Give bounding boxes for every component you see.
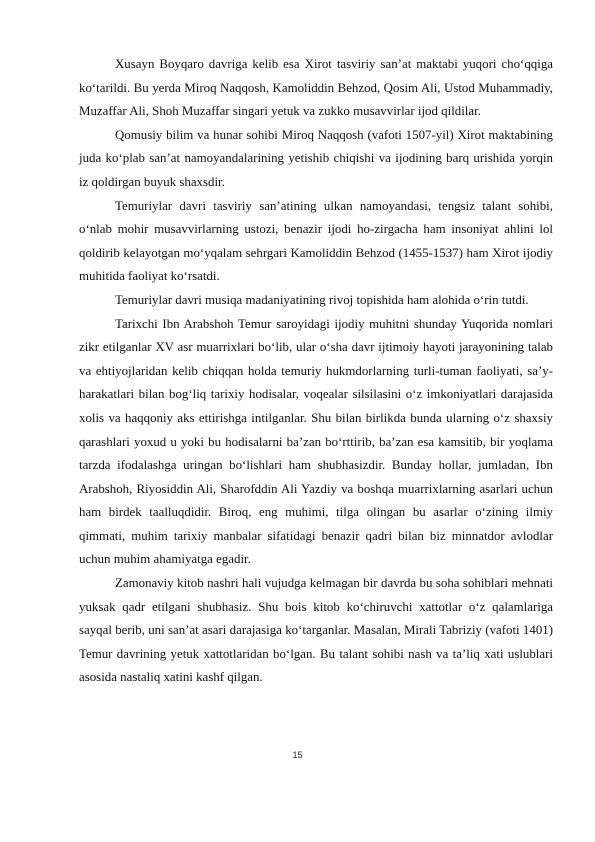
paragraph-3: Temuriylar davri tasviriy san’atining ulkan namoyandasi, tengsiz talant sohibi, o‘nlab mohir musavvirlarning ustozi, benazir ijodi ho-zirgacha ham insoniyat ahlini lol qoldirib kelayotgan mo‘yqalam sehrgari Kamoliddin Behzod (1455-1537) ham Xirot ijodiy muhitida faoliyat ko‘rsatdi. [79, 198, 553, 284]
paragraph-5: Tarixchi Ibn Arabshoh Temur saroyidagi ijodiy muhitni shunday Yuqorida nomlari zikr etilganlar XV asr muarrixlari bo‘lib, ular o‘sha davr ijtimoiy hayoti jarayonining talab va ehtiyojlaridan kelib chiqqan holda temuriy hukmdorlarning turli-tuman faoliyati, sa’y-harakatlari bilan bog‘liq tarixiy hodisalar, voqealar silsilasini o‘z imkoniyatlari darajasida xolis va haqqoniy aks ettirishga intilganlar. Shu bilan birlikda bunda ularning o‘z shaxsiy qarashlari yoxud u yoki bu hodisalarni ba’zan bo‘rttirib, ba’zan esa kamsitib, bir yoqlama tarzda ifodalashga uringan bo‘lishlari ham shubhasizdir. Bunday hollar, jumladan, Ibn Arabshoh, Riyosiddin Ali, Sharofddin Ali Yazdiy va boshqa muarrixlarning asarlari uchun ham birdek taalluqdidir. Biroq, eng muhimi, tilga olingan bu asarlar o‘zining ilmiy qimmati, muhim tarixiy manbalar sifatidagi benazir qadri bilan biz minnatdor avlodlar uchun muhim ahamiyatga egadir. [79, 316, 553, 567]
paragraph-4: Temuriylar davri musiqa madaniyatining rivoj topishida ham alohida o‘rin tutdi. [115, 292, 529, 307]
body-text [79, 53, 553, 690]
paragraph-1: Xusayn Boyqaro davriga kelib esa Xirot tasviriy san’at maktabi yuqori cho‘qqiga ko‘tarildi. Bu yerda Miroq Naqqosh, Kamoliddin Behzod, Qosim Ali, Ustod Muhammadiy, Muzaffar Ali, Shoh Muzaffar singari yetuk va zukko musavvirlar ijod qildilar. [79, 57, 553, 119]
page-number: 15 [292, 750, 303, 760]
paragraph-2: Qomusiy bilim va hunar sohibi Miroq Naqqosh (vafoti 1507-yil) Xirot maktabining juda ko‘plab san’at namoyandalarining yetishib chiqishi va ijodining barq urishida yorqin iz qoldirgan buyuk shaxsdir. [79, 127, 553, 189]
paragraph-6: Zamonaviy kitob nashri hali vujudga kelmagan bir davrda bu soha sohiblari mehnati yuksak qadr etilgani shubhasiz. Shu bois kitob ko‘chiruvchi xattotlar o‘z qalamlariga sayqal berib, uni san’at asari darajasiga ko‘targanlar. Masalan, Mirali Tabriziy (vafoti 1401) Temur davrining yetuk xattotlaridan bo‘lgan. Bu talant sohibi nash va ta’liq xati uslublari asosida nastaliq xatini kashf qilgan. [79, 576, 553, 685]
